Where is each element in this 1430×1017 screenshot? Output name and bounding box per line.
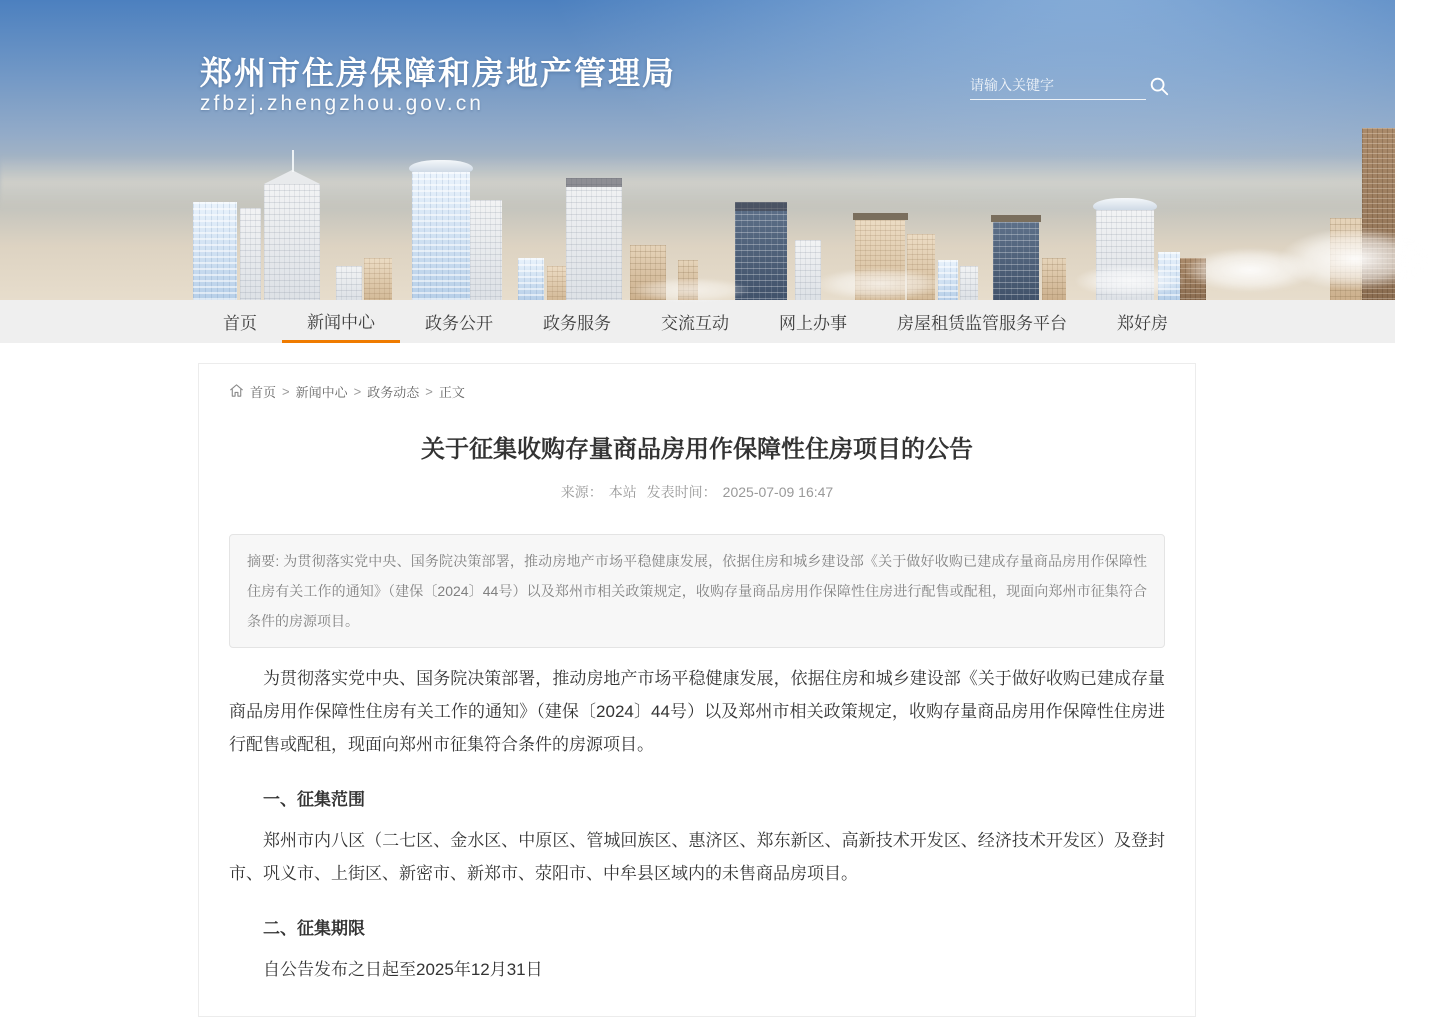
breadcrumb-separator: > (425, 384, 433, 399)
breadcrumb-news-center[interactable]: 新闻中心 (295, 385, 348, 400)
article-summary: 摘要: 为贯彻落实党中央、国务院决策部署，推动房地产市场平稳健康发展，依据住房和城乡建设部《关于做好收购已建成存量商品房用作保障性住房有关工作的通知》（建保〔2024〕44号）以及郑州市相关政策规定，收购存量商品房用作保障性住房进行配售或配租，现面向郑州市征集符合条件的房源项目。 (229, 534, 1165, 648)
section-heading-period: 二、征集期限 (263, 919, 365, 938)
breadcrumb-separator: > (282, 384, 290, 399)
nav-item-interaction[interactable]: 交流互动 (661, 314, 729, 333)
home-icon (229, 383, 244, 401)
main-nav (0, 300, 1395, 343)
nav-item-news-center[interactable]: 新闻中心 (282, 300, 400, 343)
search-icon (1148, 85, 1170, 100)
nav-item-gov-services[interactable]: 政务服务 (543, 314, 611, 333)
header-banner (0, 0, 1395, 300)
nav-item-rental-platform[interactable]: 房屋租赁监管服务平台 (897, 314, 1067, 333)
site-title: 郑州市住房保障和房地产管理局 (200, 55, 677, 91)
breadcrumb-home[interactable]: 首页 (250, 385, 277, 400)
article-meta (229, 482, 1165, 502)
search-button[interactable] (1146, 74, 1172, 100)
site-url: zfbzj.zhengzhou.gov.cn (200, 92, 484, 115)
article-card (198, 363, 1196, 1017)
breadcrumb-current: 正文 (438, 385, 465, 400)
nav-item-gov-disclosure[interactable]: 政务公开 (425, 314, 493, 333)
nav-item-home[interactable]: 首页 (223, 314, 257, 333)
article-body (229, 662, 1165, 986)
source-label: 来源： (560, 484, 603, 500)
source-value: 本站 (608, 484, 637, 500)
site-search (970, 70, 1180, 104)
publish-time-value: 2025-07-09 16:47 (722, 484, 834, 500)
breadcrumb (229, 382, 1165, 401)
section-heading-scope: 一、征集范围 (263, 790, 365, 809)
paragraph: 自公告发布之日起至2025年12月31日 (263, 960, 543, 979)
paragraph: 为贯彻落实党中央、国务院决策部署，推动房地产市场平稳健康发展，依据住房和城乡建设部《关于做好收购已建成存量商品房用作保障性住房有关工作的通知》（建保〔2024〕44号）以及郑州市相关政策规定，收购存量商品房用作保障性住房进行配售或配租，现面向郑州市征集符合条件的房源项目。 (229, 669, 1165, 754)
breadcrumb-separator: > (353, 384, 362, 399)
publish-time-label: 发表时间： (646, 484, 717, 500)
article-title: 关于征集收购存量商品房用作保障性住房项目的公告 (421, 436, 973, 463)
search-input[interactable] (970, 70, 1146, 100)
paragraph: 郑州市内八区（二七区、金水区、中原区、管城回族区、惠济区、郑东新区、高新技术开发区、经济技术开发区）及登封市、巩义市、上街区、新密市、新郑市、荥阳市、中牟县区域内的未售商品房项目。 (229, 831, 1165, 883)
nav-item-online-affairs[interactable]: 网上办事 (779, 314, 847, 333)
breadcrumb-gov-dynamics[interactable]: 政务动态 (367, 385, 420, 400)
nav-item-zhenghaofang[interactable]: 郑好房 (1117, 314, 1168, 333)
